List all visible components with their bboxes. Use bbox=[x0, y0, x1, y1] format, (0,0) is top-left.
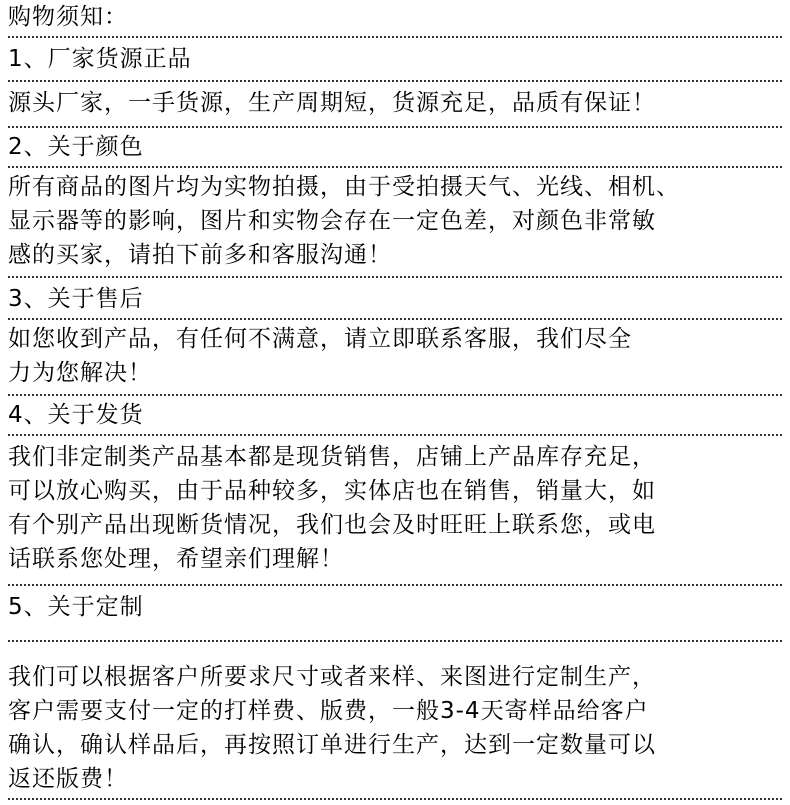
section-2-line: 所有商品的图片均为实物拍摄，由于受拍摄天气、光线、相机、 bbox=[8, 174, 680, 200]
section-1-body bbox=[8, 86, 786, 120]
section-2-heading: 2、关于颜色 bbox=[8, 134, 144, 160]
section-5-line: 我们可以根据客户所要求尺寸或者来样、来图进行定制生产， bbox=[8, 664, 656, 690]
dotted-divider bbox=[8, 798, 782, 800]
dotted-divider bbox=[8, 80, 782, 82]
dotted-divider bbox=[8, 640, 782, 642]
section-2-line: 显示器等的影响，图片和实物会存在一定色差，对颜色非常敏 bbox=[8, 208, 656, 234]
section-3-heading: 3、关于售后 bbox=[8, 286, 144, 312]
section-5-line: 返还版费！ bbox=[8, 766, 128, 792]
dotted-divider bbox=[8, 126, 782, 128]
section-4-heading: 4、关于发货 bbox=[8, 402, 144, 428]
section-4-line: 话联系您处理，希望亲们理解！ bbox=[8, 546, 344, 572]
section-5-body bbox=[8, 660, 786, 796]
section-4-line: 可以放心购买，由于品种较多，实体店也在销售，销量大，如 bbox=[8, 478, 656, 504]
section-4-line: 我们非定制类产品基本都是现货销售，店铺上产品库存充足， bbox=[8, 444, 656, 470]
notice-title: 购物须知： bbox=[8, 4, 128, 30]
section-3-body bbox=[8, 322, 786, 390]
dotted-divider bbox=[8, 36, 782, 38]
section-5-line: 客户需要支付一定的打样费、版费，一般3-4天寄样品给客户 bbox=[8, 698, 649, 724]
dotted-divider bbox=[8, 434, 782, 436]
section-5-line: 确认，确认样品后，再按照订单进行生产，达到一定数量可以 bbox=[8, 732, 656, 758]
section-1-heading: 1、厂家货源正品 bbox=[8, 46, 192, 72]
section-2-line: 感的买家，请拍下前多和客服沟通！ bbox=[8, 242, 392, 268]
dotted-divider bbox=[8, 166, 782, 168]
section-4-body bbox=[8, 440, 786, 576]
section-3-line: 力为您解决！ bbox=[8, 360, 152, 386]
dotted-divider bbox=[8, 276, 782, 278]
section-1-line: 源头厂家，一手货源，生产周期短，货源充足，品质有保证！ bbox=[8, 90, 656, 116]
dotted-divider bbox=[8, 584, 782, 586]
section-4-line: 有个别产品出现断货情况，我们也会及时旺旺上联系您，或电 bbox=[8, 512, 656, 538]
section-2-body bbox=[8, 170, 786, 272]
section-3-line: 如您收到产品，有任何不满意，请立即联系客服，我们尽全 bbox=[8, 326, 632, 352]
dotted-divider bbox=[8, 394, 782, 396]
section-5-heading: 5、关于定制 bbox=[8, 594, 144, 620]
dotted-divider bbox=[8, 318, 782, 320]
